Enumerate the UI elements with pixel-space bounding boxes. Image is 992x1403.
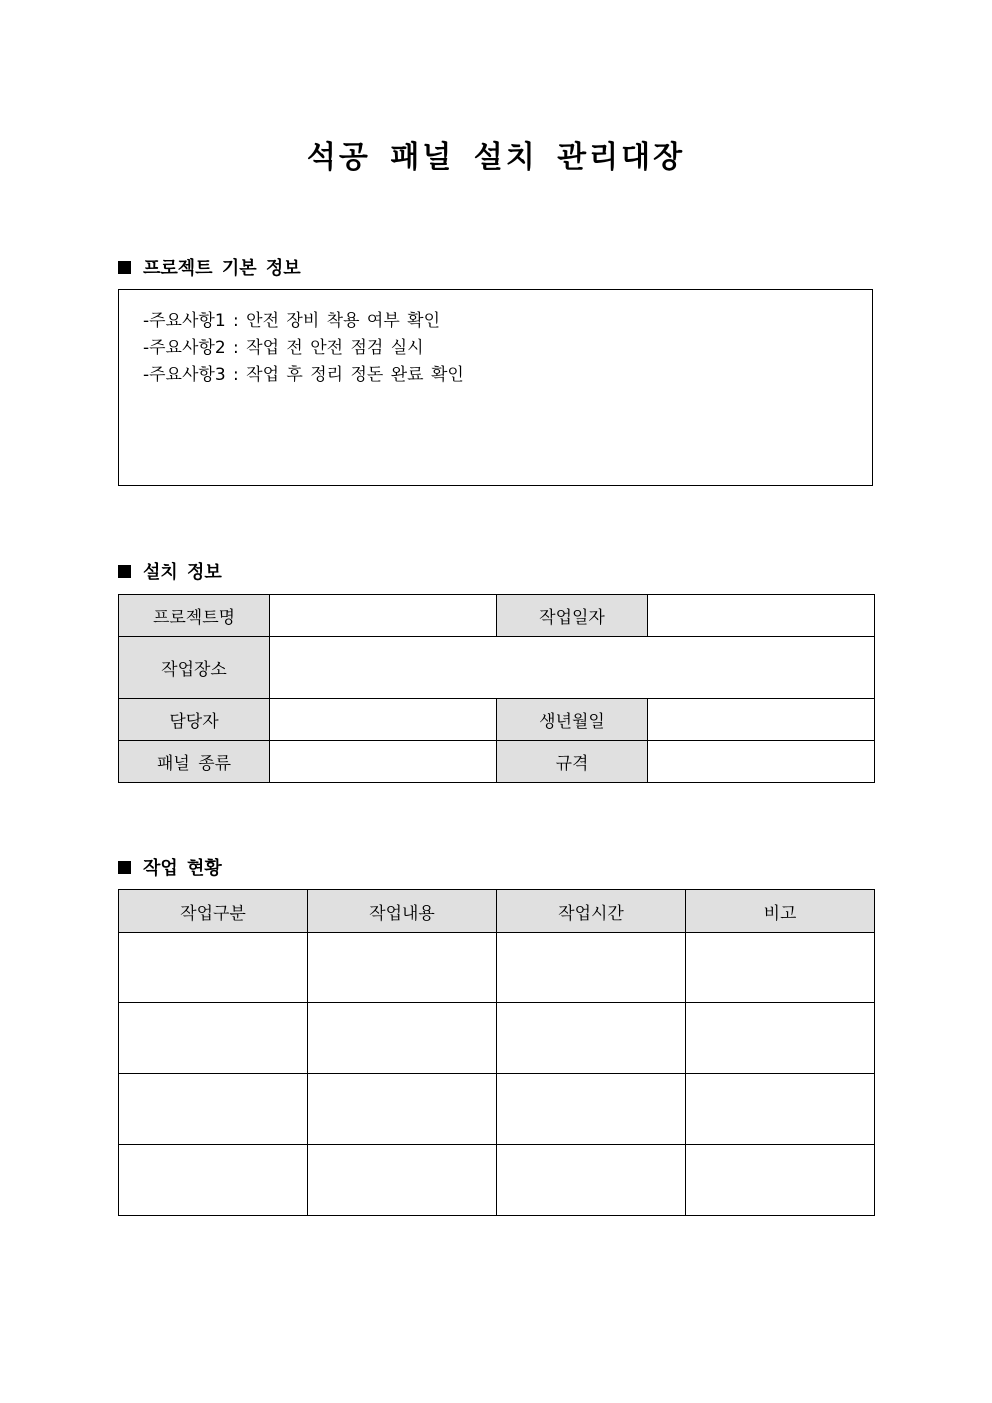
notes-box [118, 289, 873, 486]
section-heading-install-info [118, 558, 222, 584]
table-cell[interactable] [308, 1074, 497, 1145]
column-header: 작업내용 [308, 890, 497, 933]
table-row [119, 933, 875, 1003]
section-title: 프로젝트 기본 정보 [143, 258, 301, 279]
value-panel-type[interactable] [270, 741, 497, 783]
note-line: -주요사항2 : 작업 전 안전 점검 실시 [143, 338, 424, 358]
section-title: 설치 정보 [143, 562, 222, 583]
section-heading-project-basic [118, 254, 301, 280]
table-cell[interactable] [686, 933, 875, 1003]
table-cell[interactable] [686, 1074, 875, 1145]
value-project-name[interactable] [270, 595, 497, 637]
table-row [119, 1074, 875, 1145]
section-title: 작업 현황 [143, 858, 222, 879]
value-birth-date[interactable] [648, 699, 875, 741]
install-info-table [118, 594, 875, 783]
square-bullet-icon [118, 861, 131, 874]
table-cell[interactable] [497, 1145, 686, 1216]
label-panel-type: 패널 종류 [119, 741, 270, 783]
table-cell[interactable] [119, 1074, 308, 1145]
table-row [119, 1003, 875, 1074]
label-work-date: 작업일자 [497, 595, 648, 637]
value-spec[interactable] [648, 741, 875, 783]
note-line: -주요사항1 : 안전 장비 착용 여부 확인 [143, 311, 441, 331]
table-cell[interactable] [308, 933, 497, 1003]
label-work-location: 작업장소 [119, 637, 270, 699]
table-cell[interactable] [119, 1145, 308, 1216]
table-cell[interactable] [497, 933, 686, 1003]
table-cell[interactable] [686, 1145, 875, 1216]
label-project-name: 프로젝트명 [119, 595, 270, 637]
value-work-date[interactable] [648, 595, 875, 637]
column-header: 비고 [686, 890, 875, 933]
note-line: -주요사항3 : 작업 후 정리 정돈 완료 확인 [143, 365, 464, 385]
column-header: 작업구분 [119, 890, 308, 933]
square-bullet-icon [118, 261, 131, 274]
label-birth-date: 생년월일 [497, 699, 648, 741]
table-cell[interactable] [497, 1074, 686, 1145]
column-header: 작업시간 [497, 890, 686, 933]
document-title: 석공 패널 설치 관리대장 [306, 140, 686, 175]
table-cell[interactable] [119, 933, 308, 1003]
table-cell[interactable] [686, 1003, 875, 1074]
table-cell[interactable] [308, 1003, 497, 1074]
label-spec: 규격 [497, 741, 648, 783]
value-work-location[interactable] [270, 637, 875, 699]
table-row [119, 1145, 875, 1216]
work-status-table [118, 889, 875, 1216]
table-cell[interactable] [308, 1145, 497, 1216]
table-cell[interactable] [497, 1003, 686, 1074]
label-manager: 담당자 [119, 699, 270, 741]
section-heading-work-status [118, 854, 222, 880]
value-manager[interactable] [270, 699, 497, 741]
square-bullet-icon [118, 565, 131, 578]
table-cell[interactable] [119, 1003, 308, 1074]
